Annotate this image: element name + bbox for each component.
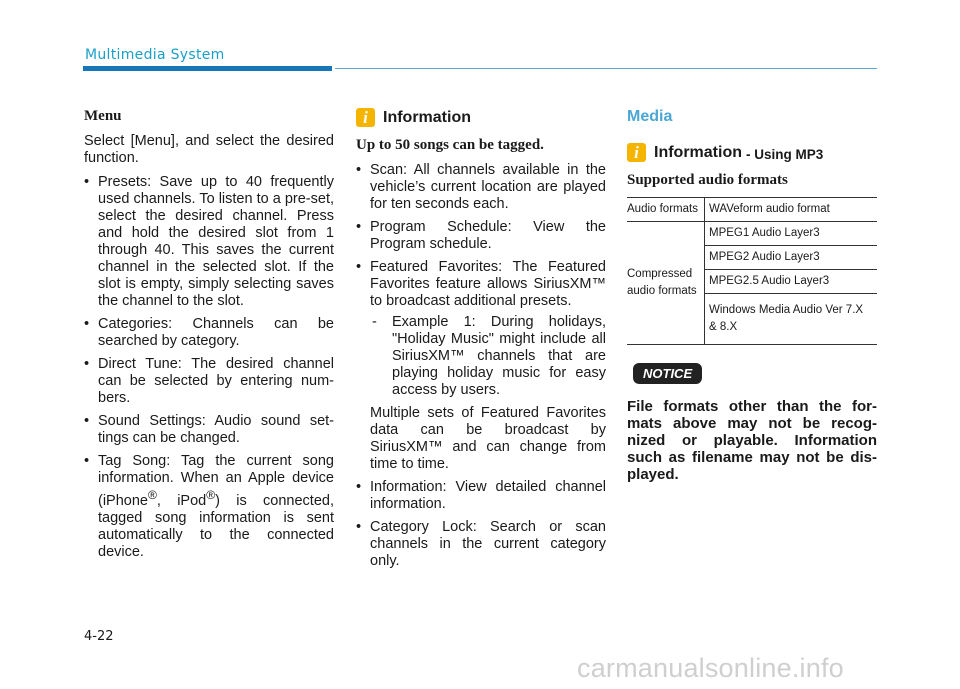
table-cell: MPEG2 Audio Layer3	[705, 246, 878, 270]
songs-tagged-heading: Up to 50 songs can be tagged.	[356, 137, 544, 153]
list-item: • Category Lock: Search or scan channels in the current category only.	[356, 519, 606, 569]
page-number: 4-22	[84, 629, 114, 644]
audio-formats-table	[627, 197, 877, 345]
information-sublabel: - Using MP3	[746, 147, 824, 162]
list-item: • Featured Favorites: The Featured Favorites feature allows SiriusXM™ to broadcast additional presets. - Example 1: During holidays, "Holiday Music" might include all SiriusXM™ channels that are playing holiday music for easy access by users.	[356, 259, 606, 398]
example-item: - Example 1: During holidays, "Holiday Music" might include all SiriusXM™ channels that are playing holiday music for easy access by users.	[372, 314, 606, 398]
header-bar	[83, 66, 332, 71]
information-callout	[356, 108, 606, 127]
table-row	[627, 222, 877, 246]
table-cell: MPEG1 Audio Layer3	[705, 222, 878, 246]
notice-text: File formats other than the for-mats above may not be recog-nized or playable. Information such as filename may not be dis-played.	[627, 398, 877, 483]
list-item: • Program Schedule: View the Program schedule.	[356, 219, 606, 252]
table-cell: Audio formats	[627, 198, 705, 222]
information-label: Information	[654, 144, 742, 161]
column-information	[356, 108, 606, 576]
list-item: • Direct Tune: The desired channel can be selected by entering num-bers.	[84, 356, 334, 406]
list-item: • Scan: All channels available in the vehicle’s current location are played for ten seconds each.	[356, 162, 606, 212]
table-cell: Windows Media Audio Ver 7.X & 8.X	[705, 294, 878, 345]
information-list-2	[356, 479, 606, 570]
menu-list	[84, 174, 334, 561]
media-heading: Media	[627, 108, 673, 125]
menu-heading: Menu	[84, 108, 122, 124]
info-icon: i	[356, 108, 375, 127]
watermark: carmanualsonline.info	[577, 653, 844, 683]
table-row	[627, 198, 877, 222]
menu-intro: Select [Menu], and select the desired function.	[84, 133, 334, 166]
table-cell: WAVeform audio format	[705, 198, 878, 222]
featured-favorites-note: Multiple sets of Featured Favorites data can be broadcast by SiriusXM™ and can change from time to time.	[370, 405, 606, 472]
list-item: • Information: View detailed channel information.	[356, 479, 606, 512]
info-icon: i	[627, 143, 646, 162]
information-label: Information	[383, 109, 471, 126]
list-item: • Presets: Save up to 40 frequently used channels. To listen to a pre-set, select the desired channel. Press and hold the desired slot from 1 through 40. This saves the current channel in the selected slot. If the slot is empty, simply selecting saves the channel to the slot.	[84, 174, 334, 309]
information-list	[356, 162, 606, 399]
section-title: Multimedia System	[85, 47, 225, 63]
header-rule	[335, 68, 877, 69]
list-item: • Categories: Channels can be searched by category.	[84, 316, 334, 349]
column-menu	[84, 108, 334, 567]
column-media	[627, 108, 877, 483]
notice-badge: NOTICE	[633, 363, 702, 384]
list-item: • Sound Settings: Audio sound set-tings can be changed.	[84, 413, 334, 446]
table-cell: MPEG2.5 Audio Layer3	[705, 270, 878, 294]
formats-heading: Supported audio formats	[627, 172, 788, 188]
list-item-tag-song: • Tag Song: Tag the current song information. When an Apple device (iPhone®, iPod®) is connected, tagged song information is sent automatically to the connected device.	[84, 453, 334, 560]
information-callout-mp3	[627, 143, 877, 162]
table-cell: Compressed audio formats	[627, 222, 705, 345]
